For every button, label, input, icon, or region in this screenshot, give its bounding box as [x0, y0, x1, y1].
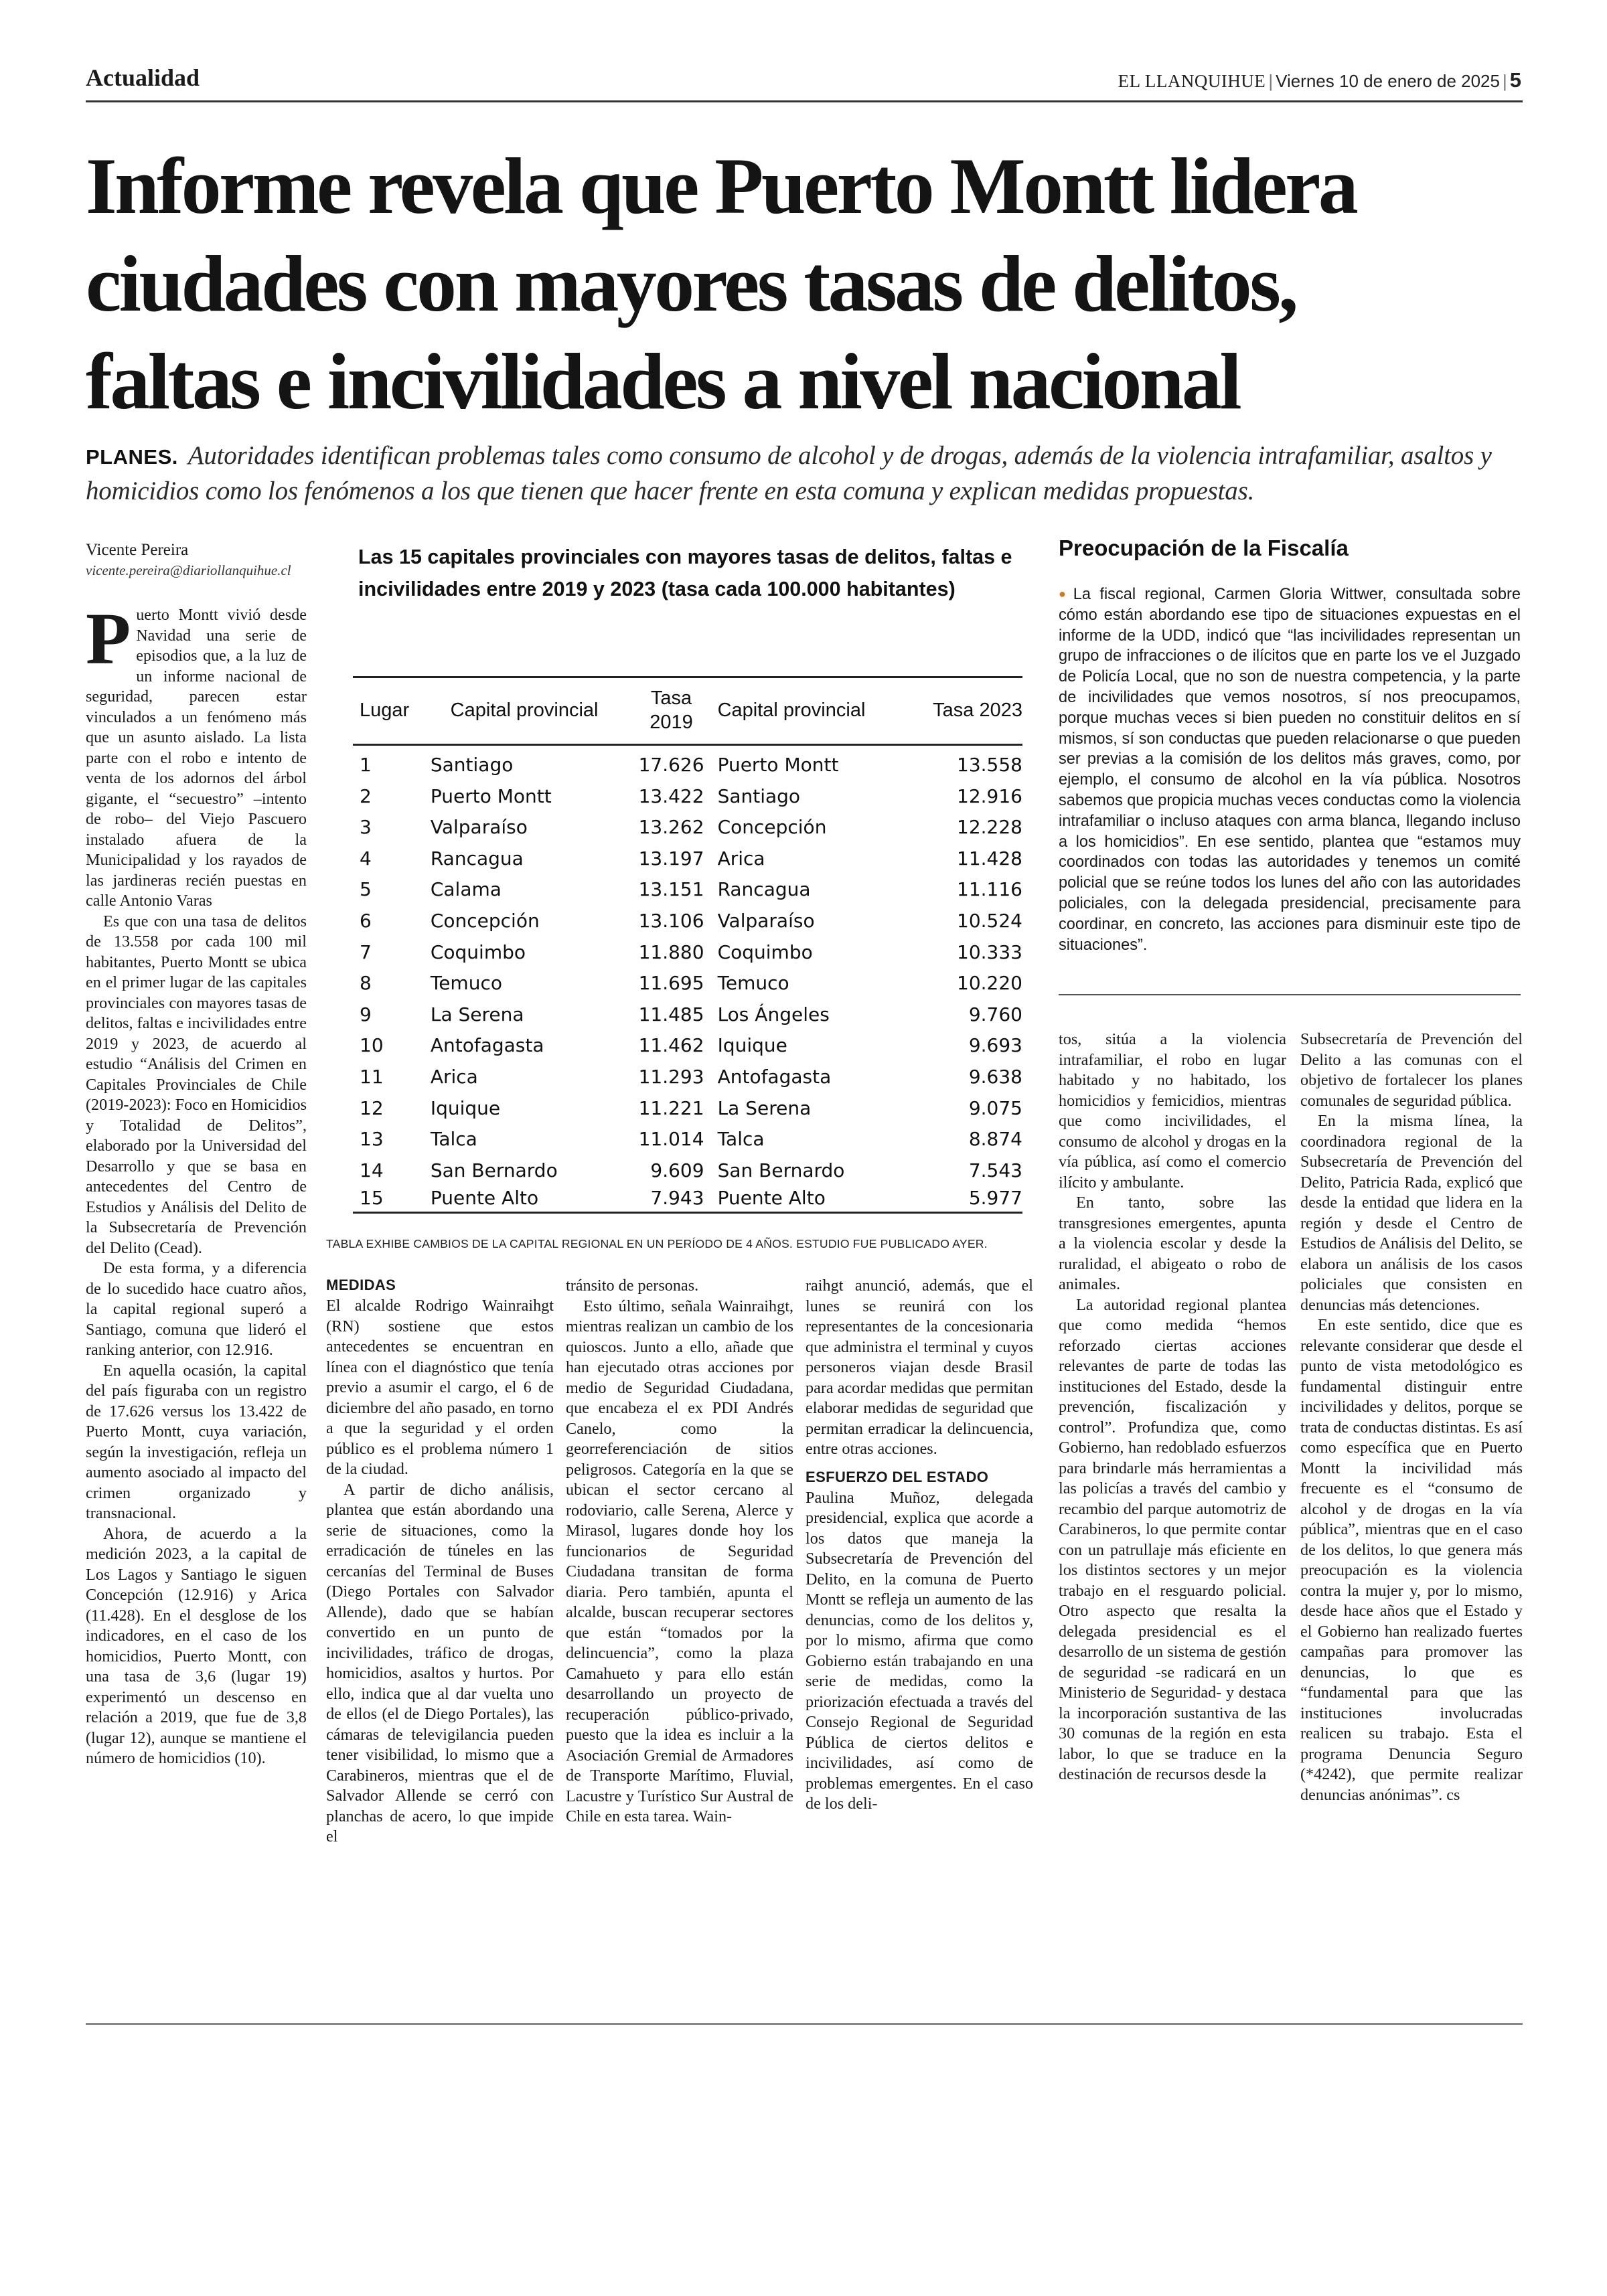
table-row — [353, 1026, 1022, 1057]
article-column-4 — [806, 1276, 1033, 1918]
cell-tasa-2023: 9.075 — [968, 1096, 1022, 1119]
cell-capital-2019: Rancagua — [430, 847, 524, 870]
article-paragraph: tránsito de personas. — [566, 1277, 699, 1295]
cell-lugar: 12 — [360, 1096, 384, 1119]
cell-capital-2019: Calama — [430, 878, 502, 901]
table-body — [353, 745, 1022, 1213]
cell-tasa-2023: 10.524 — [957, 910, 1022, 932]
bullet-icon: ● — [1059, 587, 1071, 600]
article-paragraph: La autoridad regional plantea que como medida “hemos reforzado ciertas acciones relevantes de parte de todas las instituciones del Estado, desde la prevención, fiscalización y control”. Profundiza que, como Gobierno, han redoblado esfuerzos para brindarle más herramientas a las policías a través del cambio y recambio del parque automotriz de Carabineros, lo que permite contar con un patrullaje más eficiente en los distintos sectores y un mejor trabajo en el resguardo policial. Otro aspecto que resalta la delegada presidencial es el desarrollo de un sistema de gestión de seguridad -se radicará en un Ministerio de Seguridad- y destaca la incorporación sustantiva de las 30 comunas de la región en esta labor, lo que se traduce en la destinación de recursos desde la — [1059, 1295, 1286, 1783]
table-row — [353, 932, 1022, 963]
cell-tasa-2023: 7.543 — [968, 1159, 1022, 1181]
byline-name: Vicente Pereira — [86, 541, 189, 559]
cell-lugar: 3 — [360, 816, 372, 839]
cell-tasa-2019: 13.422 — [638, 785, 704, 807]
paragraph-text: uerto Montt vivió desde Navidad una serie de episodios que, a la luz de un informe nacional de seguridad, parecen estar vinculados a un fenómeno más que un asunto aislado. La lista parte con el robo e intento de venta de los adornos del árbol gigante, el “secuestro” –intento de robo– del Viejo Pascuero instalado afuera de la Municipalidad y los rayados de las jardineras recién puestas en calle Antonio Varas — [86, 606, 307, 910]
article-column-5 — [1059, 1030, 1286, 1920]
cell-capital-2023: San Bernardo — [717, 1159, 845, 1181]
cell-capital-2019: Santiago — [430, 754, 514, 776]
cell-capital-2023: Talca — [717, 1128, 765, 1151]
cell-capital-2023: Arica — [717, 847, 765, 870]
cell-capital-2019: Arica — [430, 1066, 478, 1088]
cell-tasa-2019: 13.262 — [638, 816, 704, 839]
cell-tasa-2019: 11.293 — [638, 1066, 704, 1088]
cell-tasa-2019: 11.695 — [638, 972, 704, 995]
cell-capital-2023: Puente Alto — [712, 1181, 917, 1213]
cell-tasa-2023: 10.220 — [957, 972, 1022, 995]
cell-tasa-2023: 11.428 — [957, 847, 1022, 870]
cell-tasa-2023: 10.333 — [957, 940, 1022, 963]
cell-lugar: 13 — [360, 1128, 384, 1151]
cell-capital-2023: Valparaíso — [717, 910, 815, 932]
cell-tasa-2019: 9.609 — [650, 1159, 704, 1181]
cell-tasa-2023: 8.874 — [968, 1128, 1022, 1151]
cell-lugar: 15 — [353, 1181, 431, 1213]
cell-lugar: 7 — [360, 940, 372, 963]
cell-tasa-2019: 13.197 — [638, 847, 704, 870]
dek — [86, 438, 1523, 508]
cell-capital-2023: La Serena — [717, 1096, 812, 1119]
cell-tasa-2023: 11.116 — [957, 878, 1022, 901]
article-paragraph: A partir de dicho análisis, plantea que están abordando una serie de situaciones, como la erradicación de túneles en las cercanías del Terminal de Buses (Diego Portales con Salvador Allende), dado que se habían convertido en un punto de incivilidades, tráfico de drogas, homicidios, asaltos y hurtos. Por ello, indica que al dar vuelta uno de ellos (el de Diego Portales), las cámaras de televigilancia pueden tener visibilidad, lo mismo que a Carabineros, mientras que el de Salvador Allende se cerró con planchas de acero, lo que impide el — [326, 1480, 554, 1846]
cell-capital-2019: San Bernardo — [430, 1159, 558, 1181]
headline — [86, 137, 1523, 430]
table-title: Las 15 capitales provinciales con mayores tasas de delitos, faltas e incivilidades entre 2019 y 2023 (tasa cada 100.000 habitantes) — [358, 546, 1012, 600]
sidebar-body — [1059, 584, 1521, 955]
cell-tasa-2019: 13.106 — [638, 910, 704, 932]
cell-tasa-2023: 12.228 — [957, 816, 1022, 839]
cell-capital-2019: Talca — [430, 1128, 477, 1151]
header-lugar: Lugar — [353, 677, 431, 745]
newspaper-name: EL LLANQUIHUE — [1118, 71, 1266, 91]
cell-capital-2023: Coquimbo — [717, 940, 813, 963]
article-paragraph: tos, sitúa a la violencia intrafamiliar, el robo en lugar habitado y no habitado, los homicidios y femicidios, mientras que como incivilidades, el consumo de alcohol y drogas en la vía pública, así como el comercio ilícito y ambulante. — [1059, 1030, 1286, 1192]
article-paragraph: En aquella ocasión, la capital del país figuraba con un registro de 17.626 versus los 13.422 de Puerto Montt, cuya variación, según la investigación, refleja un aumento asociado al impacto del crimen organizado y transnacional. — [86, 1361, 307, 1522]
subhead-esfuerzo: ESFUERZO DEL ESTADO — [806, 1468, 989, 1485]
cell-tasa-2023: 13.558 — [957, 754, 1022, 776]
cell-lugar: 4 — [360, 847, 372, 870]
table-row — [353, 745, 1022, 776]
article-paragraph: Esto último, señala Wainraihgt, mientras realizan un cambio de los quioscos. Junto a ello, añade que han ejecutado otras acciones por medio de Seguridad Ciudadana, que encabeza el ex PDI Andrés Canelo, como la georreferenciación de sitios peligrosos. Categoría en la que se ubican el sector cercano al rodoviario, calle Serena, Alerce y Mirasol, lugares donde hoy los funcionarios de Seguridad Ciudadana transitan de forma diaria. Pero también, apunta el alcalde, buscan recuperar sectores que están “tomados por la delincuencia”, como la plaza Camahueto y para ello están desarrollando un proyecto de recuperación público-privado, puesto que la idea es incluir a la Asociación Gremial de Armadores de Transporte Marítimo, Fluvial, Lacustre y Turístico Sur Austral de Chile en esta tarea. Wain- — [566, 1297, 793, 1825]
folio-separator: | — [1502, 71, 1507, 91]
sidebar-title: Preocupación de la Fiscalía — [1059, 536, 1349, 560]
cell-tasa-2023: 9.693 — [968, 1034, 1022, 1057]
cell-lugar: 1 — [360, 754, 372, 776]
cell-tasa-2019: 11.462 — [638, 1034, 704, 1057]
article-column-1 — [86, 605, 307, 1917]
cell-capital-2019: La Serena — [430, 1003, 524, 1026]
header-capital-2023: Capital provincial — [712, 677, 917, 745]
article-paragraph: Es que con una tasa de delitos de 13.558 por cada 100 mil habitantes, Puerto Montt se ubica en el primer lugar de las capitales provinciales con mayores tasas de delitos, faltas e incivilidades entre 2019 y 2023, de acuerdo al estudio “Análisis del Crimen en Capitales Provinciales de Chile (2019-2023): Foco en Homicidios y Totalidad de Delitos”, elaborado por la Universidad del Desarrollo y que se basa en antecedentes del Centro de Estudios y Análisis del Delito de la Subsecretaría de Prevención del Delito (Cead). — [86, 912, 307, 1257]
header-rule — [86, 100, 1523, 102]
cell-tasa-2023: 5.977 — [916, 1181, 1022, 1213]
drop-cap: P — [86, 605, 131, 679]
article-column-6 — [1300, 1030, 1523, 1920]
table-row — [353, 870, 1022, 901]
cell-capital-2019: Puerto Montt — [430, 785, 552, 807]
article-paragraph: De esta forma, y a diferencia de lo sucedido hace cuatro años, la capital regional superó a Santiago, comuna que lideró el ranking anterior, con 12.916. — [86, 1259, 307, 1359]
article-paragraph — [1300, 1315, 1523, 1805]
cell-capital-2023: Los Ángeles — [717, 1003, 830, 1026]
cell-capital-2019: Valparaíso — [430, 816, 528, 839]
cell-tasa-2019: 11.880 — [638, 940, 704, 963]
cell-capital-2019: Temuco — [430, 972, 502, 995]
cell-capital-2019: Antofagasta — [430, 1034, 544, 1057]
cell-lugar: 10 — [360, 1034, 384, 1057]
cell-capital-2023: Antofagasta — [717, 1066, 832, 1088]
table-row — [353, 776, 1022, 807]
article-paragraph: Paulina Muñoz, delegada presidencial, explica que acorde a los datos que maneja la Subsecretaría de Prevención del Delito, en la comuna de Puerto Montt se refleja un aumento de las denuncias, como de los delitos y, por lo mismo, afirma que como Gobierno están trabajando en una serie de medidas, como la priorización efectuada a través del Consejo Regional de Seguridad Pública de ciertos delitos e incivilidades, así como de problemas emergentes. En el caso de los deli- — [806, 1488, 1033, 1813]
end-mark: cs — [1446, 1785, 1460, 1804]
cell-tasa-2019: 11.014 — [638, 1128, 704, 1151]
cell-capital-2019: Coquimbo — [430, 940, 526, 963]
cell-lugar: 5 — [360, 878, 372, 901]
cell-capital-2019: Puente Alto — [431, 1181, 618, 1213]
headline-line: Informe revela que Puerto Montt lidera — [86, 141, 1357, 230]
page-folio — [1118, 68, 1521, 92]
ranking-table — [353, 676, 1022, 1214]
article-paragraph: En la misma línea, la coordinadora regional de la Subsecretaría de Prevención del Delito, Patricia Rada, explicó que desde la entidad que lidera en la región y desde el Centro de Estudios de Análisis del Delito, se elabora un análisis de los casos policiales que consisten en denuncias más detenciones. — [1300, 1112, 1523, 1314]
cell-lugar: 11 — [360, 1066, 384, 1088]
dek-kicker: PLANES. — [86, 445, 178, 469]
article-paragraph — [86, 605, 307, 912]
cell-tasa-2019: 13.151 — [638, 878, 704, 901]
table-row — [353, 1088, 1022, 1119]
cell-lugar: 6 — [360, 910, 372, 932]
cell-tasa-2023: 9.760 — [968, 1003, 1022, 1026]
cell-tasa-2019: 11.221 — [638, 1096, 704, 1119]
page-number: 5 — [1509, 68, 1521, 92]
headline-line: faltas e incivilidades a nivel nacional — [86, 337, 1240, 426]
cell-lugar: 2 — [360, 785, 372, 807]
byline-email[interactable]: vicente.pereira@diariollanquihue.cl — [86, 562, 291, 578]
cell-tasa-2019: 11.485 — [638, 1003, 704, 1026]
cell-capital-2023: Rancagua — [717, 878, 811, 901]
cell-tasa-2019: 17.626 — [638, 754, 704, 776]
cell-capital-2023: Iquique — [717, 1034, 787, 1057]
cell-capital-2023: Temuco — [717, 972, 789, 995]
cell-lugar: 14 — [360, 1159, 384, 1181]
table-row — [353, 1150, 1022, 1181]
table-row — [353, 1056, 1022, 1088]
table-row — [353, 963, 1022, 995]
issue-date: Viernes 10 de enero de 2025 — [1276, 71, 1500, 91]
article-paragraph: En tanto, sobre las transgresiones emergentes, apunta a la violencia escolar y desde la ruralidad, el abigeato o robo de animales. — [1059, 1194, 1286, 1293]
headline-line: ciudades con mayores tasas de delitos, — [86, 239, 1296, 328]
table-row — [353, 1181, 1022, 1213]
table-row — [353, 807, 1022, 839]
cell-tasa-2023: 12.916 — [957, 785, 1022, 807]
paragraph-text: En este sentido, dice que es relevante considerar que desde el punto de vista metodológico es fundamental distinguir entre incivilidades y delitos, porque se trata de conductas distintas. Es así como específica que en Puerto Montt la incivilidad más frecuente es el “consumo de alcohol y de drogas en la vía pública”, mientras que en el caso de los delitos, lo que genera más preocupación es la violencia contra la mujer y, por lo mismo, desde hace años que el Estado y el Gobierno han realizado fuertes campañas para promover las denuncias, lo que es “fundamental para que las instituciones involucradas realicen su trabajo. Esta el programa Denuncia Seguro (*4242), que permite realizar denuncias anónimas”. — [1300, 1316, 1523, 1804]
cell-capital-2023: Puerto Montt — [717, 754, 839, 776]
cell-lugar: 8 — [360, 972, 372, 995]
article-paragraph: El alcalde Rodrigo Wainraihgt (RN) sostiene que estos antecedentes se encuentran en línea con el diagnóstico que tenía previo a asumir el cargo, el 6 de diciembre del año pasado, en torno a que la seguridad y el orden público es el problema número 1 de la ciudad. — [326, 1297, 554, 1478]
table-row — [353, 1119, 1022, 1151]
article-paragraph: Ahora, de acuerdo a la medición 2023, a la capital de Los Lagos y Santiago le siguen Concepción (12.916) y Arica (11.428). En el desglose de los indicadores, en el caso de los homicidios, Puerto Montt, con una tasa de 3,6 (lugar 19) experimentó un descenso en relación a 2019, que fue de 3,8 (lugar 12), aunque se mantiene el número de homicidios (10). — [86, 1524, 307, 1767]
section-label: Actualidad — [86, 64, 200, 91]
cell-lugar: 9 — [360, 1003, 372, 1026]
header-tasa-2019: Tasa 2019 — [618, 677, 712, 745]
sidebar-text: La fiscal regional, Carmen Gloria Wittwer, consultada sobre cómo están abordando ese tipo de situaciones expuestas en el informe de la UDD, indicó que “las incivilidades representan un grupo de infracciones o de ilícitos que en parte los ve el Juzgado de Policía Local, que no son de nuestra competencia, y la parte de incivilidades que vemos nosotros, sí nos preocupamos, porque muchas veces si bien pueden no constituir delitos en sí mismos, sí son conductas que pueden relacionarse o que pueden ser previas a la comisión de los delitos más graves, como, por ejemplo, el consumo de alcohol en la vía pública. Nosotros sabemos que propicia muchas veces conductas como la violencia intrafamiliar o incluso ataques con arma blanca, llegando incluso a los homicidios”. En ese sentido, plantea que “estamos muy coordinados con todas las autoridades y tenemos un comité policial que se reúne todos los lunes del año con las autoridades policiales, con la delegada presidencial, precisamente para coordinar, en concreto, las acciones para disminuir este tipo de situaciones”. — [1059, 586, 1521, 954]
dek-text: Autoridades identifican problemas tales como consumo de alcohol y de drogas, además de la violencia intrafamiliar, asaltos y homicidios como los fenómenos a los que tienen que hacer frente en esta comuna y explican medidas propuestas. — [86, 441, 1492, 505]
cell-capital-2019: Concepción — [430, 910, 540, 932]
sidebar-rule — [1059, 994, 1521, 995]
table-row — [353, 900, 1022, 932]
article-paragraph: raihgt anunció, además, que el lunes se reunirá con los representantes de la concesionaria que administra el terminal y cuyos personeros viajan desde Brasil para acordar medidas que permitan elaborar medidas de seguridad que permitan erradicar la delincuencia, entre otras acciones. — [806, 1277, 1033, 1458]
cell-capital-2019: Iquique — [430, 1096, 501, 1119]
cell-capital-2023: Santiago — [717, 785, 801, 807]
table-row — [353, 838, 1022, 870]
cell-tasa-2023: 9.638 — [968, 1066, 1022, 1088]
byline — [86, 541, 291, 579]
article-column-3 — [566, 1276, 793, 1918]
folio-separator: | — [1268, 71, 1274, 91]
table-row — [353, 994, 1022, 1026]
article-column-2 — [326, 1276, 554, 1918]
cell-tasa-2019: 7.943 — [618, 1181, 712, 1213]
footer-rule — [86, 2023, 1523, 2025]
header-capital-2019: Capital provincial — [431, 677, 618, 745]
table-header-row — [353, 677, 1022, 745]
subhead-medidas: MEDIDAS — [326, 1277, 396, 1293]
table-caption: TABLA EXHIBE CAMBIOS DE LA CAPITAL REGIONAL EN UN PERÍODO DE 4 AÑOS. ESTUDIO FUE PUBLICADO AYER. — [326, 1237, 988, 1250]
cell-capital-2023: Concepción — [717, 816, 827, 839]
article-paragraph: Subsecretaría de Prevención del Delito a las comunas con el objetivo de fortalecer los planes comunales de seguridad pública. — [1300, 1030, 1523, 1110]
header-tasa-2023: Tasa 2023 — [916, 677, 1022, 745]
